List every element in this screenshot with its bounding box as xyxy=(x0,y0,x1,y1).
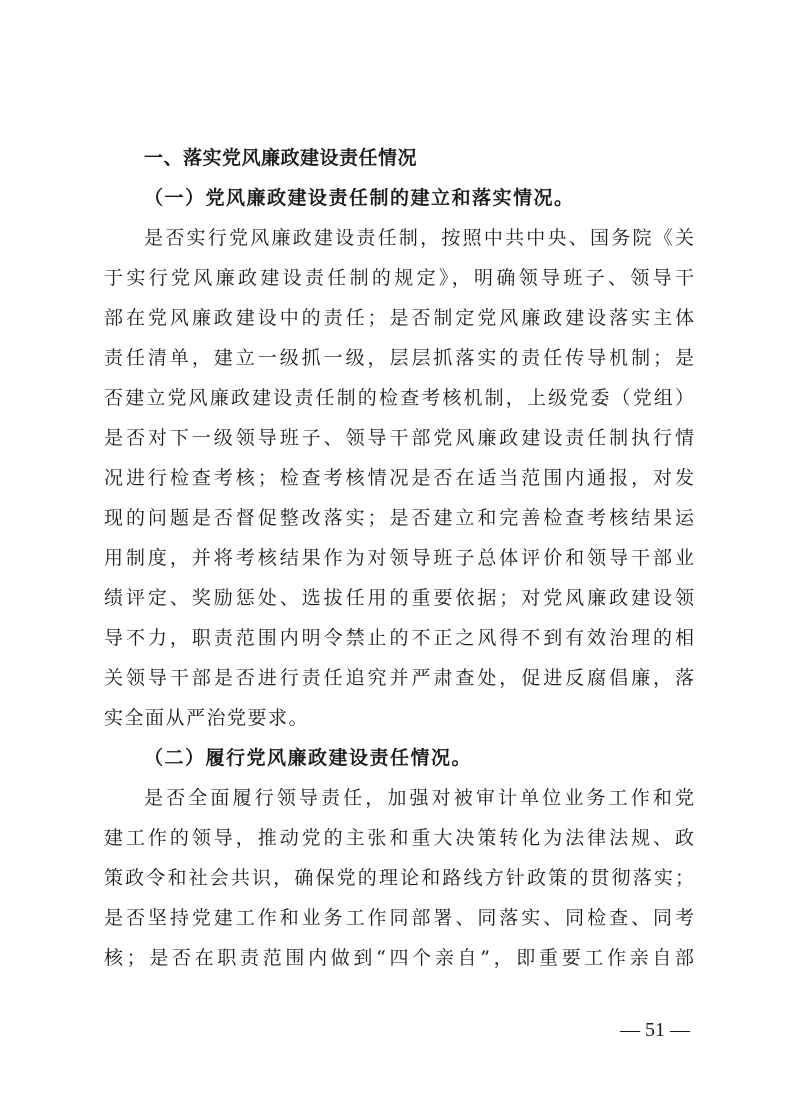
text-line: 实全面从严治党要求。 xyxy=(104,707,310,729)
text-line: 于实行党风廉政建设责任制的规定》，明确领导班子、领导干 xyxy=(104,267,694,289)
text-line: 是否对下一级领导班子、领导干部党风廉政建设责任制执行情 xyxy=(104,427,694,449)
text-line: 核；是否在职责范围内做到“四个亲自”，即重要工作亲自部 xyxy=(104,947,694,969)
text-line: 关领导干部是否进行责任追究并严肃查处，促进反腐倡廉，落 xyxy=(104,667,694,689)
text-line: 用制度，并将考核结果作为对领导班子总体评价和领导干部业 xyxy=(104,547,694,569)
text-line: 是否坚持党建工作和业务工作同部署、同落实、同检查、同考 xyxy=(104,907,694,929)
document-body xyxy=(104,138,694,978)
text-line: 是否实行党风廉政建设责任制，按照中共中央、国务院《关 xyxy=(144,227,694,249)
text-line: 是否全面履行领导责任，加强对被审计单位业务工作和党 xyxy=(144,787,694,809)
text-line: 策政令和社会共识，确保党的理论和路线方针政策的贯彻落实； xyxy=(104,867,694,889)
paragraph-2 xyxy=(104,778,694,978)
text-line: 部在党风廉政建设中的责任；是否制定党风廉政建设落实主体 xyxy=(104,307,694,329)
page-number: — 51 — xyxy=(620,1019,690,1041)
text-line: 现的问题是否督促整改落实；是否建立和完善检查考核结果运 xyxy=(104,507,694,529)
text-line: 况进行检查考核；检查考核情况是否在适当范围内通报，对发 xyxy=(104,467,694,489)
text-line: 否建立党风廉政建设责任制的检查考核机制，上级党委（党组） xyxy=(104,387,694,409)
text-line: 建工作的领导，推动党的主张和重大决策转化为法律法规、政 xyxy=(104,827,694,849)
section-heading: 一、落实党风廉政建设责任情况 xyxy=(144,147,418,169)
paragraph-1 xyxy=(104,218,694,738)
subsection-heading-1: （一）党风廉政建设责任制的建立和落实情况。 xyxy=(144,187,575,209)
text-line: 导不力，职责范围内明令禁止的不正之风得不到有效治理的相 xyxy=(104,627,694,649)
text-line: 责任清单，建立一级抓一级，层层抓落实的责任传导机制；是 xyxy=(104,347,694,369)
subsection-heading-2: （二）履行党风廉政建设责任情况。 xyxy=(144,747,473,769)
text-line: 绩评定、奖励惩处、选拔任用的重要依据；对党风廉政建设领 xyxy=(104,587,694,609)
